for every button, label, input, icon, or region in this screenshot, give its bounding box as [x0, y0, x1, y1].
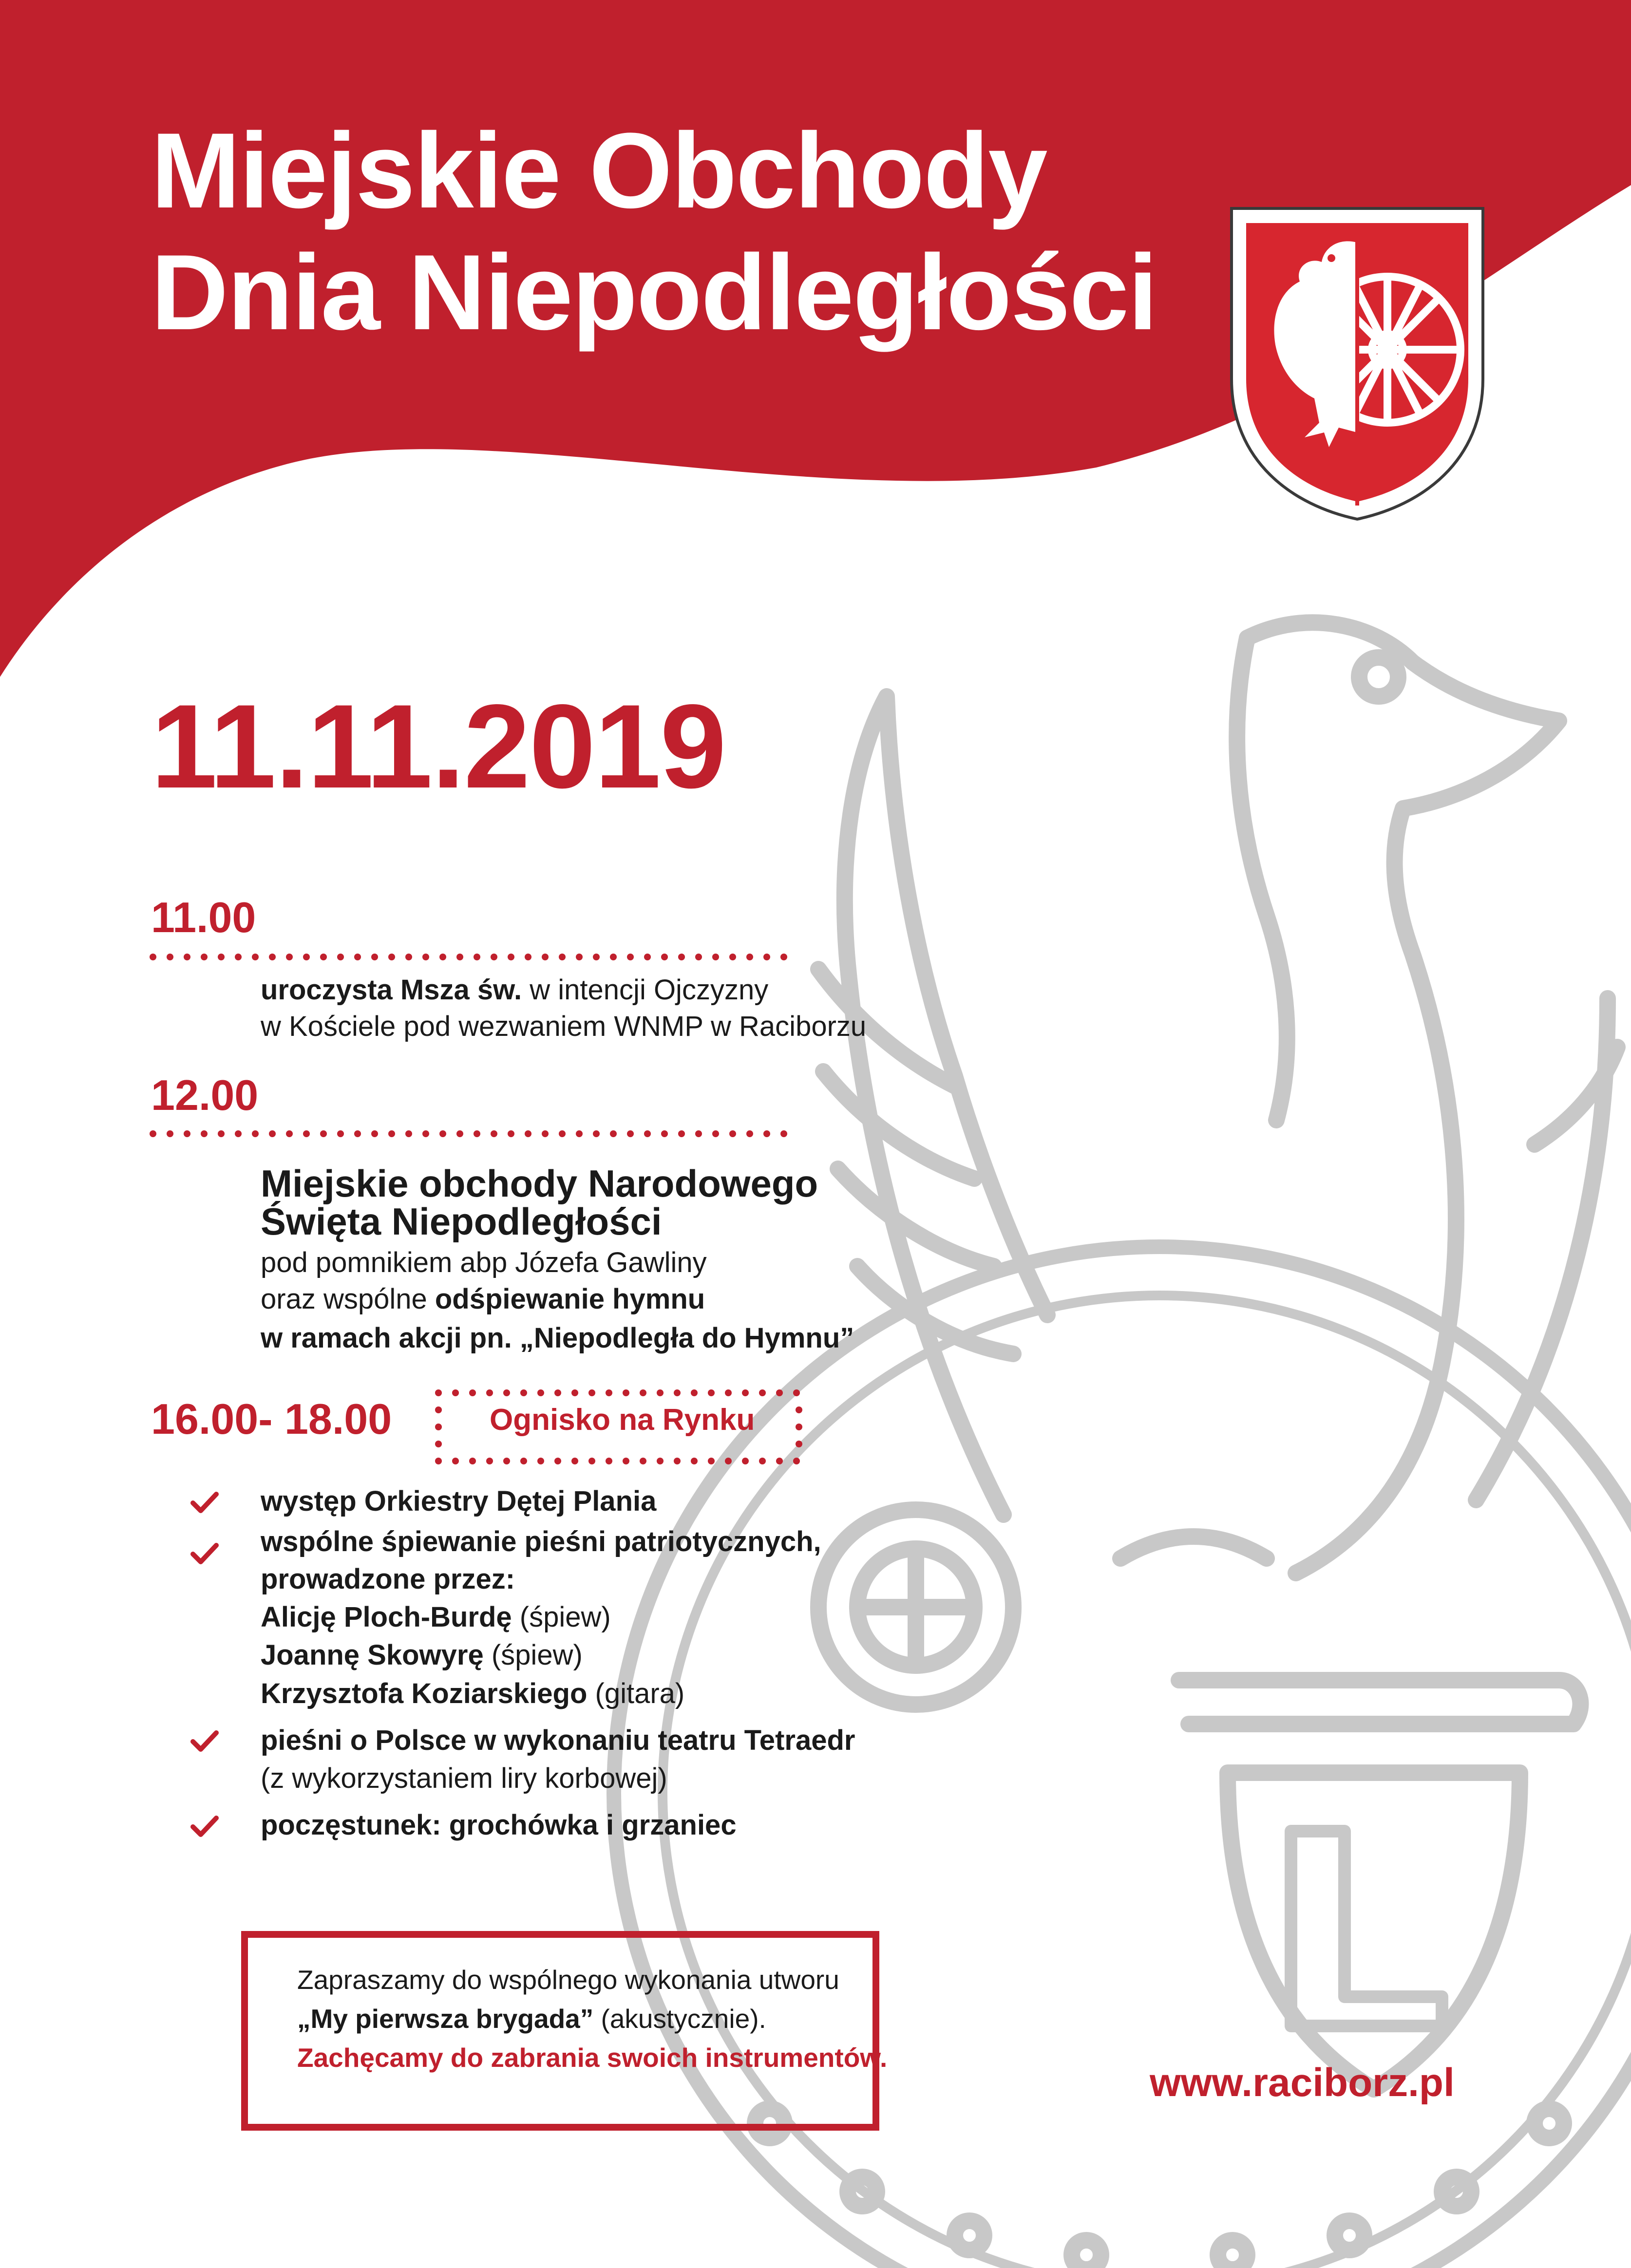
website-link[interactable]: www.raciborz.pl — [1150, 2061, 1455, 2105]
event2-heading2: Święta Niepodległości — [261, 1200, 662, 1243]
event-date: 11.11.2019 — [151, 679, 726, 813]
list-item: wspólne śpiewanie pieśni patriotycznych, — [261, 1526, 821, 1557]
raciborz-crest-icon — [1227, 204, 1488, 524]
check-icon — [190, 1541, 219, 1566]
dotted-separator-1 — [146, 950, 804, 964]
list-item: występ Orkiestry Dętej Plania — [261, 1485, 657, 1517]
invitation-text — [297, 1960, 887, 2077]
performer-3: Krzysztofa Koziarskiego (gitara) — [261, 1678, 685, 1709]
performer-1: Alicję Ploch-Burdę (śpiew) — [261, 1601, 611, 1633]
list-item-cont: prowadzone przez: — [261, 1563, 515, 1595]
event3-label: Ognisko na Rynku — [490, 1403, 755, 1437]
event2-line2: oraz wspólne odśpiewanie hymnu — [261, 1283, 705, 1315]
event2-line1: pod pomnikiem abp Józefa Gawliny — [261, 1247, 707, 1278]
invitation-line3: Zachęcamy do zabrania swoich instrumentów. — [297, 2043, 888, 2073]
event1-time: 11.00 — [151, 893, 256, 941]
event1-line2: w Kościele pod wezwaniem WNMP w Raciborzu — [261, 1011, 867, 1042]
poster-title-line2: Dnia Niepodległości — [151, 232, 1157, 352]
event2-heading1: Miejskie obchody Narodowego — [261, 1162, 818, 1205]
event2-line3: w ramach akcji pn. „Niepodległa do Hymnu” — [261, 1322, 854, 1354]
event2-time: 12.00 — [151, 1071, 259, 1119]
invitation-line2: „My pierwsza brygada” (akustycznie). — [297, 2004, 766, 2034]
invitation-line1: Zapraszamy do wspólnego wykonania utworu — [297, 1965, 839, 1995]
event3-time: 16.00- 18.00 — [151, 1395, 392, 1443]
check-icon — [190, 1490, 219, 1515]
list-item: pieśni o Polsce w wykonaniu teatru Tetraedr — [261, 1724, 855, 1756]
list-item-cont: (z wykorzystaniem liry korbowej) — [261, 1762, 667, 1794]
poster-title-line1: Miejskie Obchody — [151, 111, 1047, 230]
check-icon — [190, 1729, 219, 1753]
dotted-separator-2 — [146, 1126, 804, 1141]
check-icon — [190, 1814, 219, 1838]
performer-2: Joannę Skowyrę (śpiew) — [261, 1639, 583, 1671]
list-item: poczęstunek: grochówka i grzaniec — [261, 1809, 737, 1841]
event1-line1: uroczysta Msza św. w intencji Ojczyzny — [261, 974, 769, 1006]
